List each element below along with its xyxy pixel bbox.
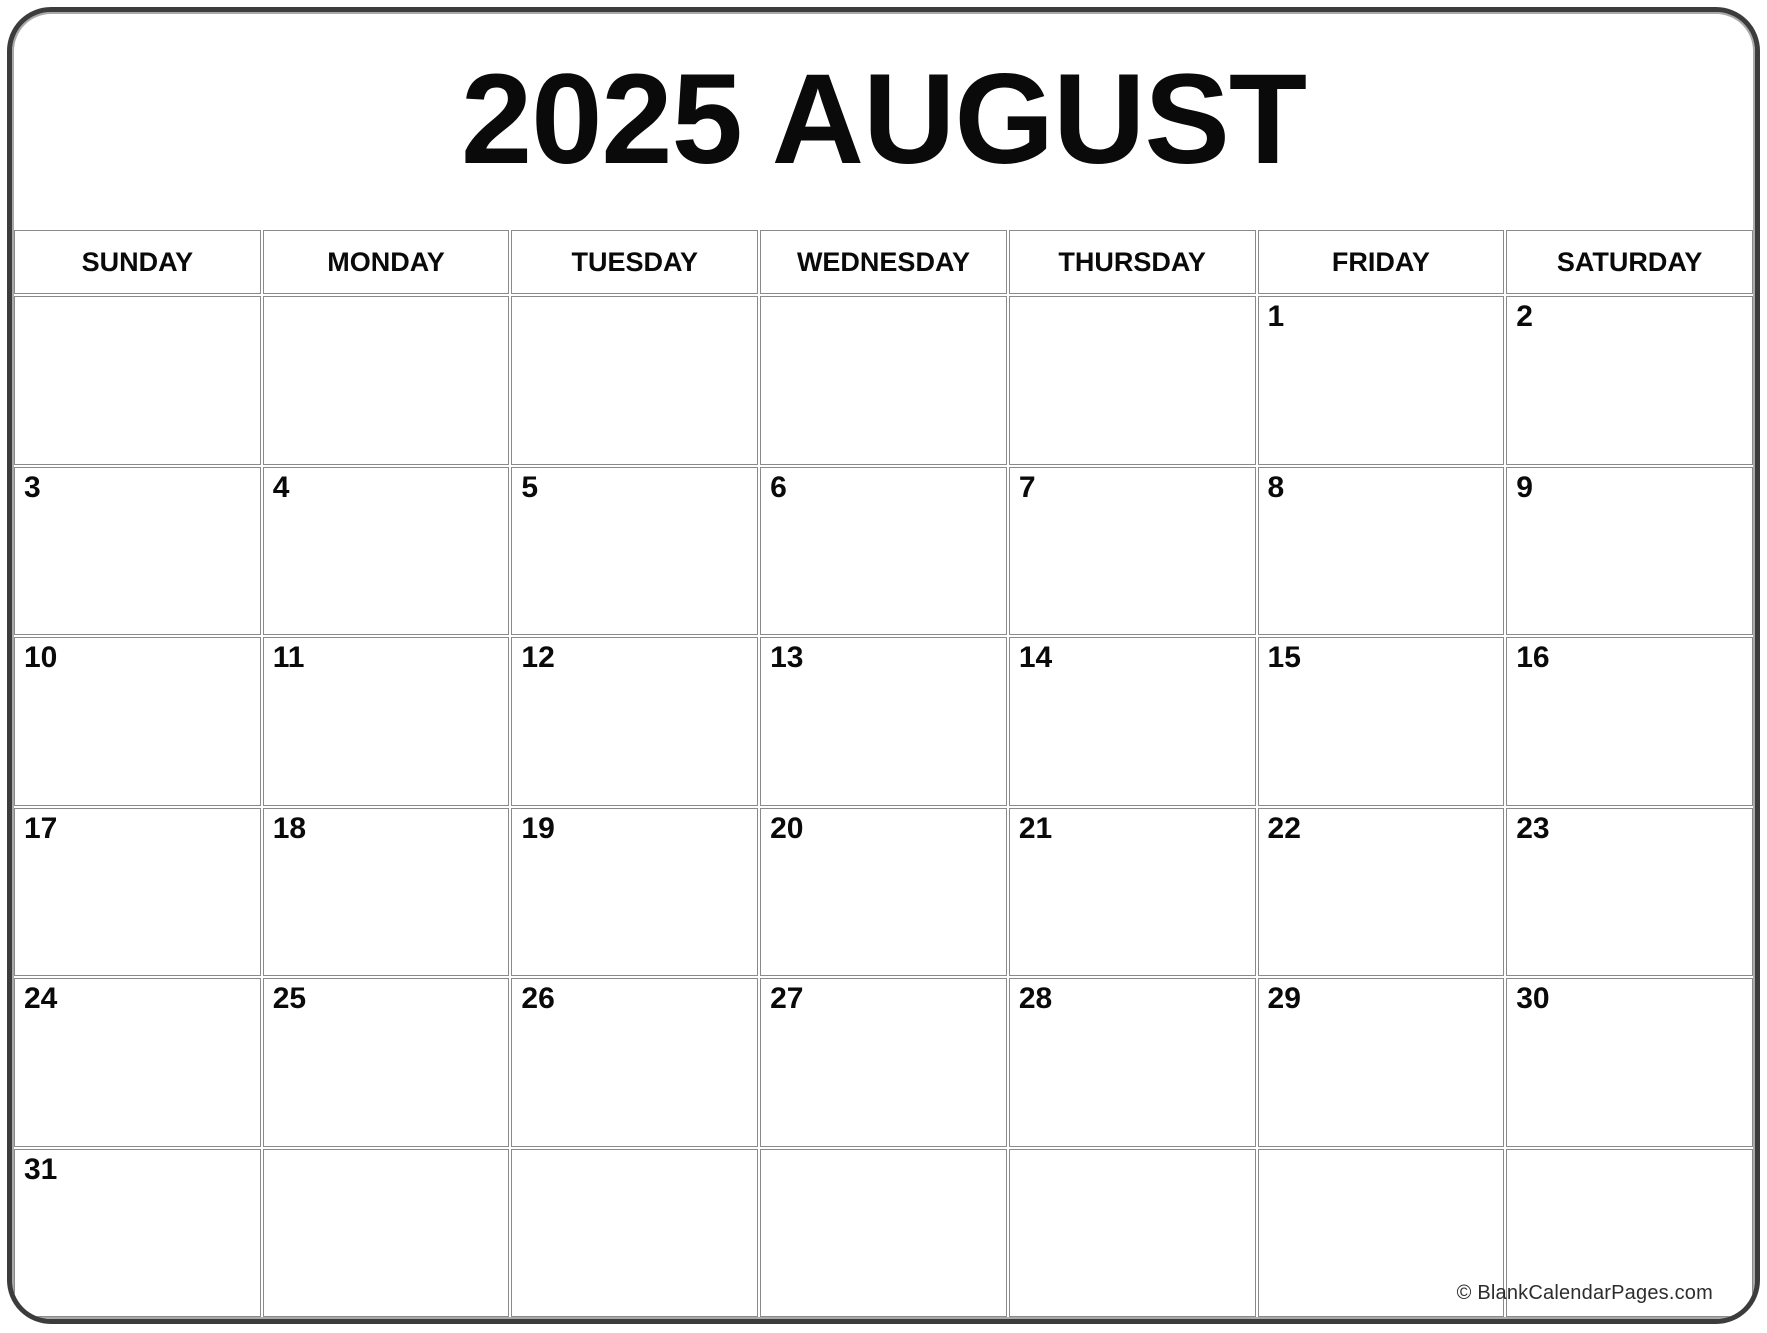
day-cell: 12 <box>511 637 758 806</box>
day-cell: 7 <box>1009 467 1256 636</box>
weekday-header-friday: FRIDAY <box>1258 230 1505 294</box>
day-cell: 4 <box>263 467 510 636</box>
day-cell: 11 <box>263 637 510 806</box>
day-cell: 13 <box>760 637 1007 806</box>
day-cell: 17 <box>14 808 261 977</box>
weekday-header-sunday: SUNDAY <box>14 230 261 294</box>
day-cell <box>760 296 1007 465</box>
day-cell <box>1009 1149 1256 1318</box>
weekday-header-thursday: THURSDAY <box>1009 230 1256 294</box>
weekday-header-tuesday: TUESDAY <box>511 230 758 294</box>
week-row-3 <box>14 637 1753 806</box>
day-cell: 26 <box>511 978 758 1147</box>
day-cell: 21 <box>1009 808 1256 977</box>
calendar-grid-container <box>12 228 1755 1319</box>
day-cell: 29 <box>1258 978 1505 1147</box>
day-cell <box>511 296 758 465</box>
day-cell <box>511 1149 758 1318</box>
day-cell <box>1009 296 1256 465</box>
day-cell: 23 <box>1506 808 1753 977</box>
day-cell: 30 <box>1506 978 1753 1147</box>
week-row-4 <box>14 808 1753 977</box>
day-cell: 27 <box>760 978 1007 1147</box>
calendar-grid <box>12 228 1755 1319</box>
day-cell: 9 <box>1506 467 1753 636</box>
weekday-header-row <box>14 230 1753 294</box>
day-cell <box>14 296 261 465</box>
calendar-page-frame <box>7 7 1760 1324</box>
day-cell: 1 <box>1258 296 1505 465</box>
day-cell: 24 <box>14 978 261 1147</box>
day-cell: 14 <box>1009 637 1256 806</box>
day-cell: 20 <box>760 808 1007 977</box>
day-cell: 22 <box>1258 808 1505 977</box>
day-cell: 3 <box>14 467 261 636</box>
week-row-1 <box>14 296 1753 465</box>
day-cell: 15 <box>1258 637 1505 806</box>
page-title: 2025 AUGUST <box>461 48 1306 191</box>
day-cell: 8 <box>1258 467 1505 636</box>
copyright-text: © BlankCalendarPages.com <box>1456 1282 1713 1304</box>
week-row-5 <box>14 978 1753 1147</box>
week-row-2 <box>14 467 1753 636</box>
day-cell: 31 <box>14 1149 261 1318</box>
weekday-header-saturday: SATURDAY <box>1506 230 1753 294</box>
day-cell: 5 <box>511 467 758 636</box>
weekday-header-monday: MONDAY <box>263 230 510 294</box>
day-cell: 2 <box>1506 296 1753 465</box>
weekday-header-wednesday: WEDNESDAY <box>760 230 1007 294</box>
day-cell: 19 <box>511 808 758 977</box>
day-cell <box>760 1149 1007 1318</box>
day-cell: 25 <box>263 978 510 1147</box>
day-cell: 28 <box>1009 978 1256 1147</box>
day-cell <box>263 296 510 465</box>
day-cell: 16 <box>1506 637 1753 806</box>
day-cell: 18 <box>263 808 510 977</box>
day-cell: 10 <box>14 637 261 806</box>
day-cell: 6 <box>760 467 1007 636</box>
day-cell <box>263 1149 510 1318</box>
